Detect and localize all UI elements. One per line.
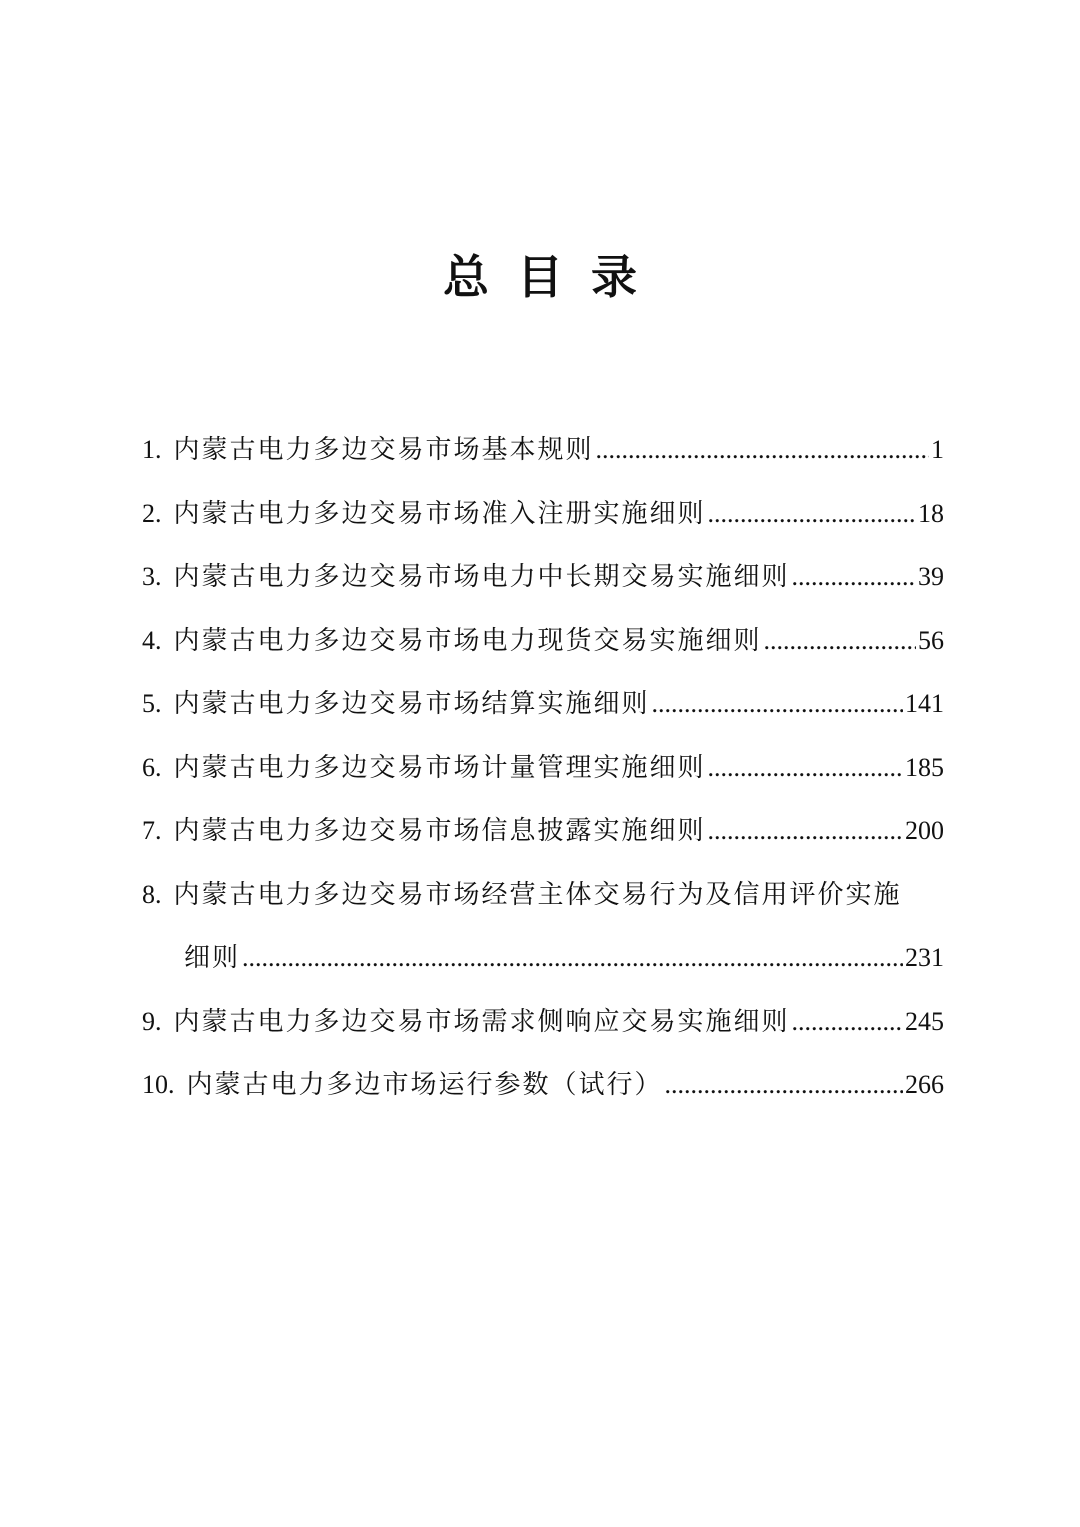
toc-entry-page: 1 bbox=[931, 435, 944, 464]
toc-entry-page: 200 bbox=[905, 816, 944, 845]
toc-entry-page: 141 bbox=[905, 689, 944, 718]
dot-leader bbox=[708, 736, 903, 800]
toc-entry-title: 内蒙古电力多边交易市场结算实施细则 bbox=[173, 689, 650, 719]
toc-entry-page: 185 bbox=[905, 752, 944, 782]
toc-entry-title: 内蒙古电力多边交易市场经营主体交易行为及信用评价实施 bbox=[173, 879, 902, 910]
toc-entry-number: 8. bbox=[142, 879, 162, 909]
toc-entry-3[interactable] bbox=[142, 545, 944, 609]
dot-leader bbox=[708, 799, 903, 863]
toc-entry-page: 39 bbox=[918, 562, 944, 591]
dot-leader bbox=[652, 672, 903, 736]
toc-entry-10[interactable] bbox=[142, 1053, 944, 1117]
toc-entry-7[interactable] bbox=[142, 799, 944, 863]
toc-entry-8[interactable] bbox=[142, 863, 944, 927]
table-of-contents bbox=[142, 418, 944, 1117]
toc-entry-number: 4. bbox=[142, 625, 162, 655]
toc-entry-number: 3. bbox=[142, 562, 162, 591]
toc-entry-8-continued[interactable] bbox=[142, 926, 944, 990]
toc-entry-title: 内蒙古电力多边交易市场电力现货交易实施细则 bbox=[173, 625, 762, 656]
toc-entry-9[interactable] bbox=[142, 990, 944, 1054]
toc-entry-5[interactable] bbox=[142, 672, 944, 736]
toc-entry-4[interactable] bbox=[142, 609, 944, 673]
toc-entry-1[interactable] bbox=[142, 418, 944, 482]
dot-leader bbox=[764, 609, 916, 673]
toc-entry-number: 6. bbox=[142, 752, 162, 782]
dot-leader bbox=[596, 418, 929, 482]
toc-entry-number: 2. bbox=[142, 498, 162, 528]
toc-entry-title: 内蒙古电力多边交易市场计量管理实施细则 bbox=[173, 752, 706, 783]
toc-entry-title: 内蒙古电力多边交易市场信息披露实施细则 bbox=[173, 816, 706, 846]
toc-entry-number: 7. bbox=[142, 816, 162, 845]
dot-leader bbox=[242, 926, 903, 990]
toc-entry-page: 231 bbox=[905, 943, 944, 972]
toc-entry-number: 10. bbox=[142, 1070, 175, 1099]
toc-entry-page: 266 bbox=[905, 1070, 944, 1099]
toc-entry-number: 5. bbox=[142, 689, 162, 718]
toc-entry-title: 内蒙古电力多边市场运行参数（试行） bbox=[186, 1070, 663, 1100]
toc-entry-number: 1. bbox=[142, 435, 162, 464]
toc-entry-number: 9. bbox=[142, 1006, 162, 1036]
toc-entry-page: 56 bbox=[918, 625, 944, 655]
toc-entry-page: 245 bbox=[905, 1006, 944, 1036]
toc-entry-title: 内蒙古电力多边交易市场准入注册实施细则 bbox=[173, 498, 706, 529]
dot-leader bbox=[665, 1053, 903, 1117]
toc-entry-title-continued: 细则 bbox=[184, 943, 241, 973]
dot-leader bbox=[792, 990, 903, 1054]
page-title: 总目录 bbox=[443, 250, 665, 304]
dot-leader bbox=[792, 545, 916, 609]
dot-leader bbox=[708, 482, 916, 546]
toc-entry-title: 内蒙古电力多边交易市场基本规则 bbox=[173, 435, 594, 465]
toc-entry-title: 内蒙古电力多边交易市场电力中长期交易实施细则 bbox=[173, 562, 790, 592]
toc-entry-title: 内蒙古电力多边交易市场需求侧响应交易实施细则 bbox=[173, 1006, 790, 1037]
toc-entry-6[interactable] bbox=[142, 736, 944, 800]
toc-entry-page: 18 bbox=[918, 498, 944, 528]
toc-entry-2[interactable] bbox=[142, 482, 944, 546]
